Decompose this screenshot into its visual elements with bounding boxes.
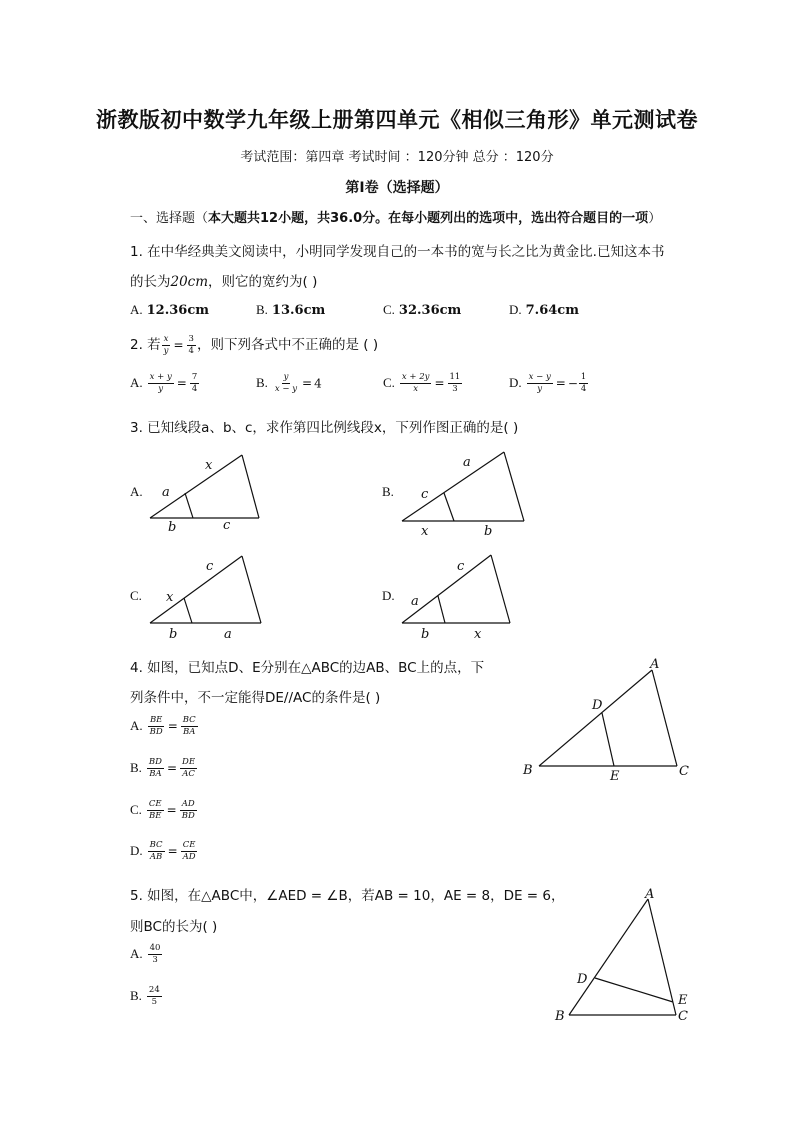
q4-option-d[interactable]: D. $\frac{BC}{AB}$ = $\frac{CE}{AD}$ (130, 840, 196, 862)
q4-line1: 4. 如图，已知点D、E分别在△ABC的边AB、BC上的点，下 (130, 660, 485, 676)
q3-option-c[interactable] (130, 588, 146, 604)
q1-option-b[interactable] (256, 302, 325, 318)
q4-figure (515, 652, 700, 787)
fig-label: A (650, 657, 660, 672)
option-label: D. (509, 374, 522, 390)
option-rhs: $\frac{1}{4}$ (580, 372, 587, 394)
option-label: C. (130, 801, 142, 817)
fig-label: D (577, 972, 588, 987)
volume-heading: 第Ⅰ卷（选择题） (345, 180, 449, 196)
q2-option-d[interactable]: D. $\frac{x - y}{y}$ = − $\frac{1}{4}$ (509, 372, 587, 394)
option-label: D. (130, 842, 143, 858)
q3-figure-c (148, 550, 268, 642)
fig-label: C (678, 1009, 688, 1024)
q3-option-b[interactable] (382, 484, 398, 500)
q2-option-a[interactable]: A. $\frac{x + y}{y}$ = $\frac{7}{4}$ (130, 372, 198, 394)
q2-suffix: ，则下列各式中不正确的是 ( ) (196, 337, 379, 353)
option-lhs: $\frac{x - y}{y}$ (528, 372, 551, 394)
option-label: B. (382, 484, 394, 499)
section-lead: 一、选择题（ (130, 211, 209, 226)
option-label: A. (130, 945, 143, 961)
fig-label: x (166, 590, 174, 605)
q1-line2 (130, 270, 317, 290)
option-rhs: $\frac{CE}{AD}$ (182, 840, 196, 862)
fig-label: E (610, 769, 620, 784)
option-rhs-sign: − (567, 376, 578, 391)
option-label: B. (256, 302, 268, 317)
option-rhs: $\frac{AD}{BD}$ (181, 799, 195, 821)
q2-condition-rhs: $\frac{3}{4}$ (188, 333, 194, 356)
option-value: $\frac{40}{3}$ (149, 943, 161, 965)
option-rhs: $\frac{BC}{BA}$ (182, 715, 196, 737)
option-rhs: $\frac{DE}{AC}$ (182, 757, 196, 779)
fig-label: A (645, 887, 655, 902)
q1-option-c[interactable] (383, 302, 461, 318)
q3-stem: 3. 已知线段a、b、c，求作第四比例线段x，下列作图正确的是( ) (130, 420, 519, 436)
fig-label: c (457, 559, 465, 574)
q2-prefix: 2. 若 (130, 337, 161, 353)
q5-option-b[interactable] (130, 986, 163, 1007)
option-label: C. (130, 588, 142, 603)
fig-label: c (223, 518, 231, 533)
option-label: A. (130, 374, 143, 390)
q3-option-a[interactable] (130, 484, 147, 500)
fig-label: D (592, 698, 603, 713)
option-value: 12.36cm (146, 303, 210, 318)
fig-label: a (463, 455, 471, 470)
q3-option-d[interactable] (382, 588, 399, 604)
fig-label: c (206, 559, 214, 574)
q5-line1: 5. 如图，在△ABC中，∠AED = ∠B，若AB = 10，AE = 8，DE = 6， (130, 888, 565, 904)
option-label: C. (383, 302, 395, 317)
fig-label: x (474, 627, 482, 642)
section-bold: 本大题共12小题，共36.0分。在每小题列出的选项中，选出符合题目的一项 (208, 211, 649, 226)
q5-line2: 则BC的长为( ) (130, 919, 218, 935)
q4-option-a[interactable]: A. $\frac{BE}{BD}$ = $\frac{BC}{BA}$ (130, 715, 196, 737)
option-label: B. (256, 374, 268, 390)
page-title: 浙教版初中数学九年级上册第四单元《相似三角形》单元测试卷 (96, 108, 698, 132)
fig-label: b (421, 627, 430, 642)
q1-option-d[interactable] (509, 302, 579, 318)
fig-label: x (205, 458, 213, 473)
q1-line1: 1. 在中华经典美文阅读中，小明同学发现自己的一本书的宽与长之比为黄金比.已知这本书 (130, 244, 665, 260)
option-label: A. (130, 484, 143, 499)
option-label: C. (383, 374, 395, 390)
fig-label: a (162, 485, 170, 500)
option-value: $\frac{24}{5}$ (148, 985, 160, 1007)
q2-stem: 2. 若 $\frac{x}{y}$ = $\frac{3}{4}$ ，则下列各式中不正确的是 ( ) (130, 333, 379, 356)
option-label: B. (130, 987, 142, 1003)
fig-label: B (555, 1009, 565, 1024)
option-lhs: $\frac{BC}{AB}$ (149, 840, 163, 862)
option-label: A. (130, 717, 143, 733)
q2-option-b[interactable]: B. $\frac{y}{x - y}$ = 4 (256, 372, 322, 394)
fig-label: x (421, 524, 429, 538)
fig-label: C (679, 764, 689, 779)
fig-label: c (421, 487, 429, 502)
section-tail: ） (648, 211, 662, 226)
fig-label: a (224, 627, 232, 642)
option-label: D. (509, 302, 522, 317)
option-rhs: 4 (314, 376, 322, 391)
q1-line2-b: ，则它的宽约为( ) (208, 274, 318, 290)
q4-line2: 列条件中，不一定能得DE//AC的条件是( ) (130, 690, 381, 706)
fig-label: b (168, 520, 177, 535)
fig-label: E (678, 993, 688, 1008)
q3-figure-d (400, 550, 520, 642)
q4-option-b[interactable]: B. $\frac{BD}{BA}$ = $\frac{DE}{AC}$ (130, 757, 196, 779)
fig-label: B (523, 763, 533, 778)
option-value: 13.6cm (271, 303, 326, 318)
q2-option-c[interactable]: C. $\frac{x + 2y}{x}$ = $\frac{11}{3}$ (383, 372, 461, 394)
option-rhs: $\frac{11}{3}$ (449, 372, 461, 394)
fig-label: b (169, 627, 178, 642)
q1-line2-a: 的长为 (130, 274, 171, 290)
q1-option-a[interactable] (130, 302, 209, 318)
option-rhs: $\frac{7}{4}$ (191, 372, 198, 394)
q5-figure (545, 880, 705, 1028)
q3-figure-a (148, 448, 268, 536)
q2-condition-lhs: $\frac{x}{y}$ (163, 333, 169, 356)
option-value: 32.36cm (398, 303, 462, 318)
section-heading (130, 207, 661, 226)
option-lhs: $\frac{x + y}{y}$ (149, 372, 172, 394)
option-lhs: $\frac{BD}{BA}$ (148, 757, 162, 779)
q3-figure-b (400, 446, 530, 538)
q5-option-a[interactable] (130, 944, 163, 965)
fig-label: a (411, 594, 419, 609)
option-label: A. (130, 302, 143, 317)
option-lhs: $\frac{CE}{BE}$ (148, 799, 162, 821)
option-lhs: $\frac{x + 2y}{x}$ (401, 372, 430, 394)
q4-option-c[interactable]: C. $\frac{CE}{BE}$ = $\frac{AD}{BD}$ (130, 799, 195, 821)
option-label: B. (130, 759, 142, 775)
fig-label: b (484, 524, 493, 538)
option-lhs: $\frac{BE}{BD}$ (149, 715, 163, 737)
option-value: 7.64cm (525, 303, 579, 318)
exam-info: 考试范围：第四章 考试时间 ：120分钟 总分 ：120分 (240, 150, 554, 165)
option-label: D. (382, 588, 395, 603)
option-lhs: $\frac{y}{x - y}$ (274, 372, 298, 394)
q1-length: 20cm (170, 274, 209, 290)
